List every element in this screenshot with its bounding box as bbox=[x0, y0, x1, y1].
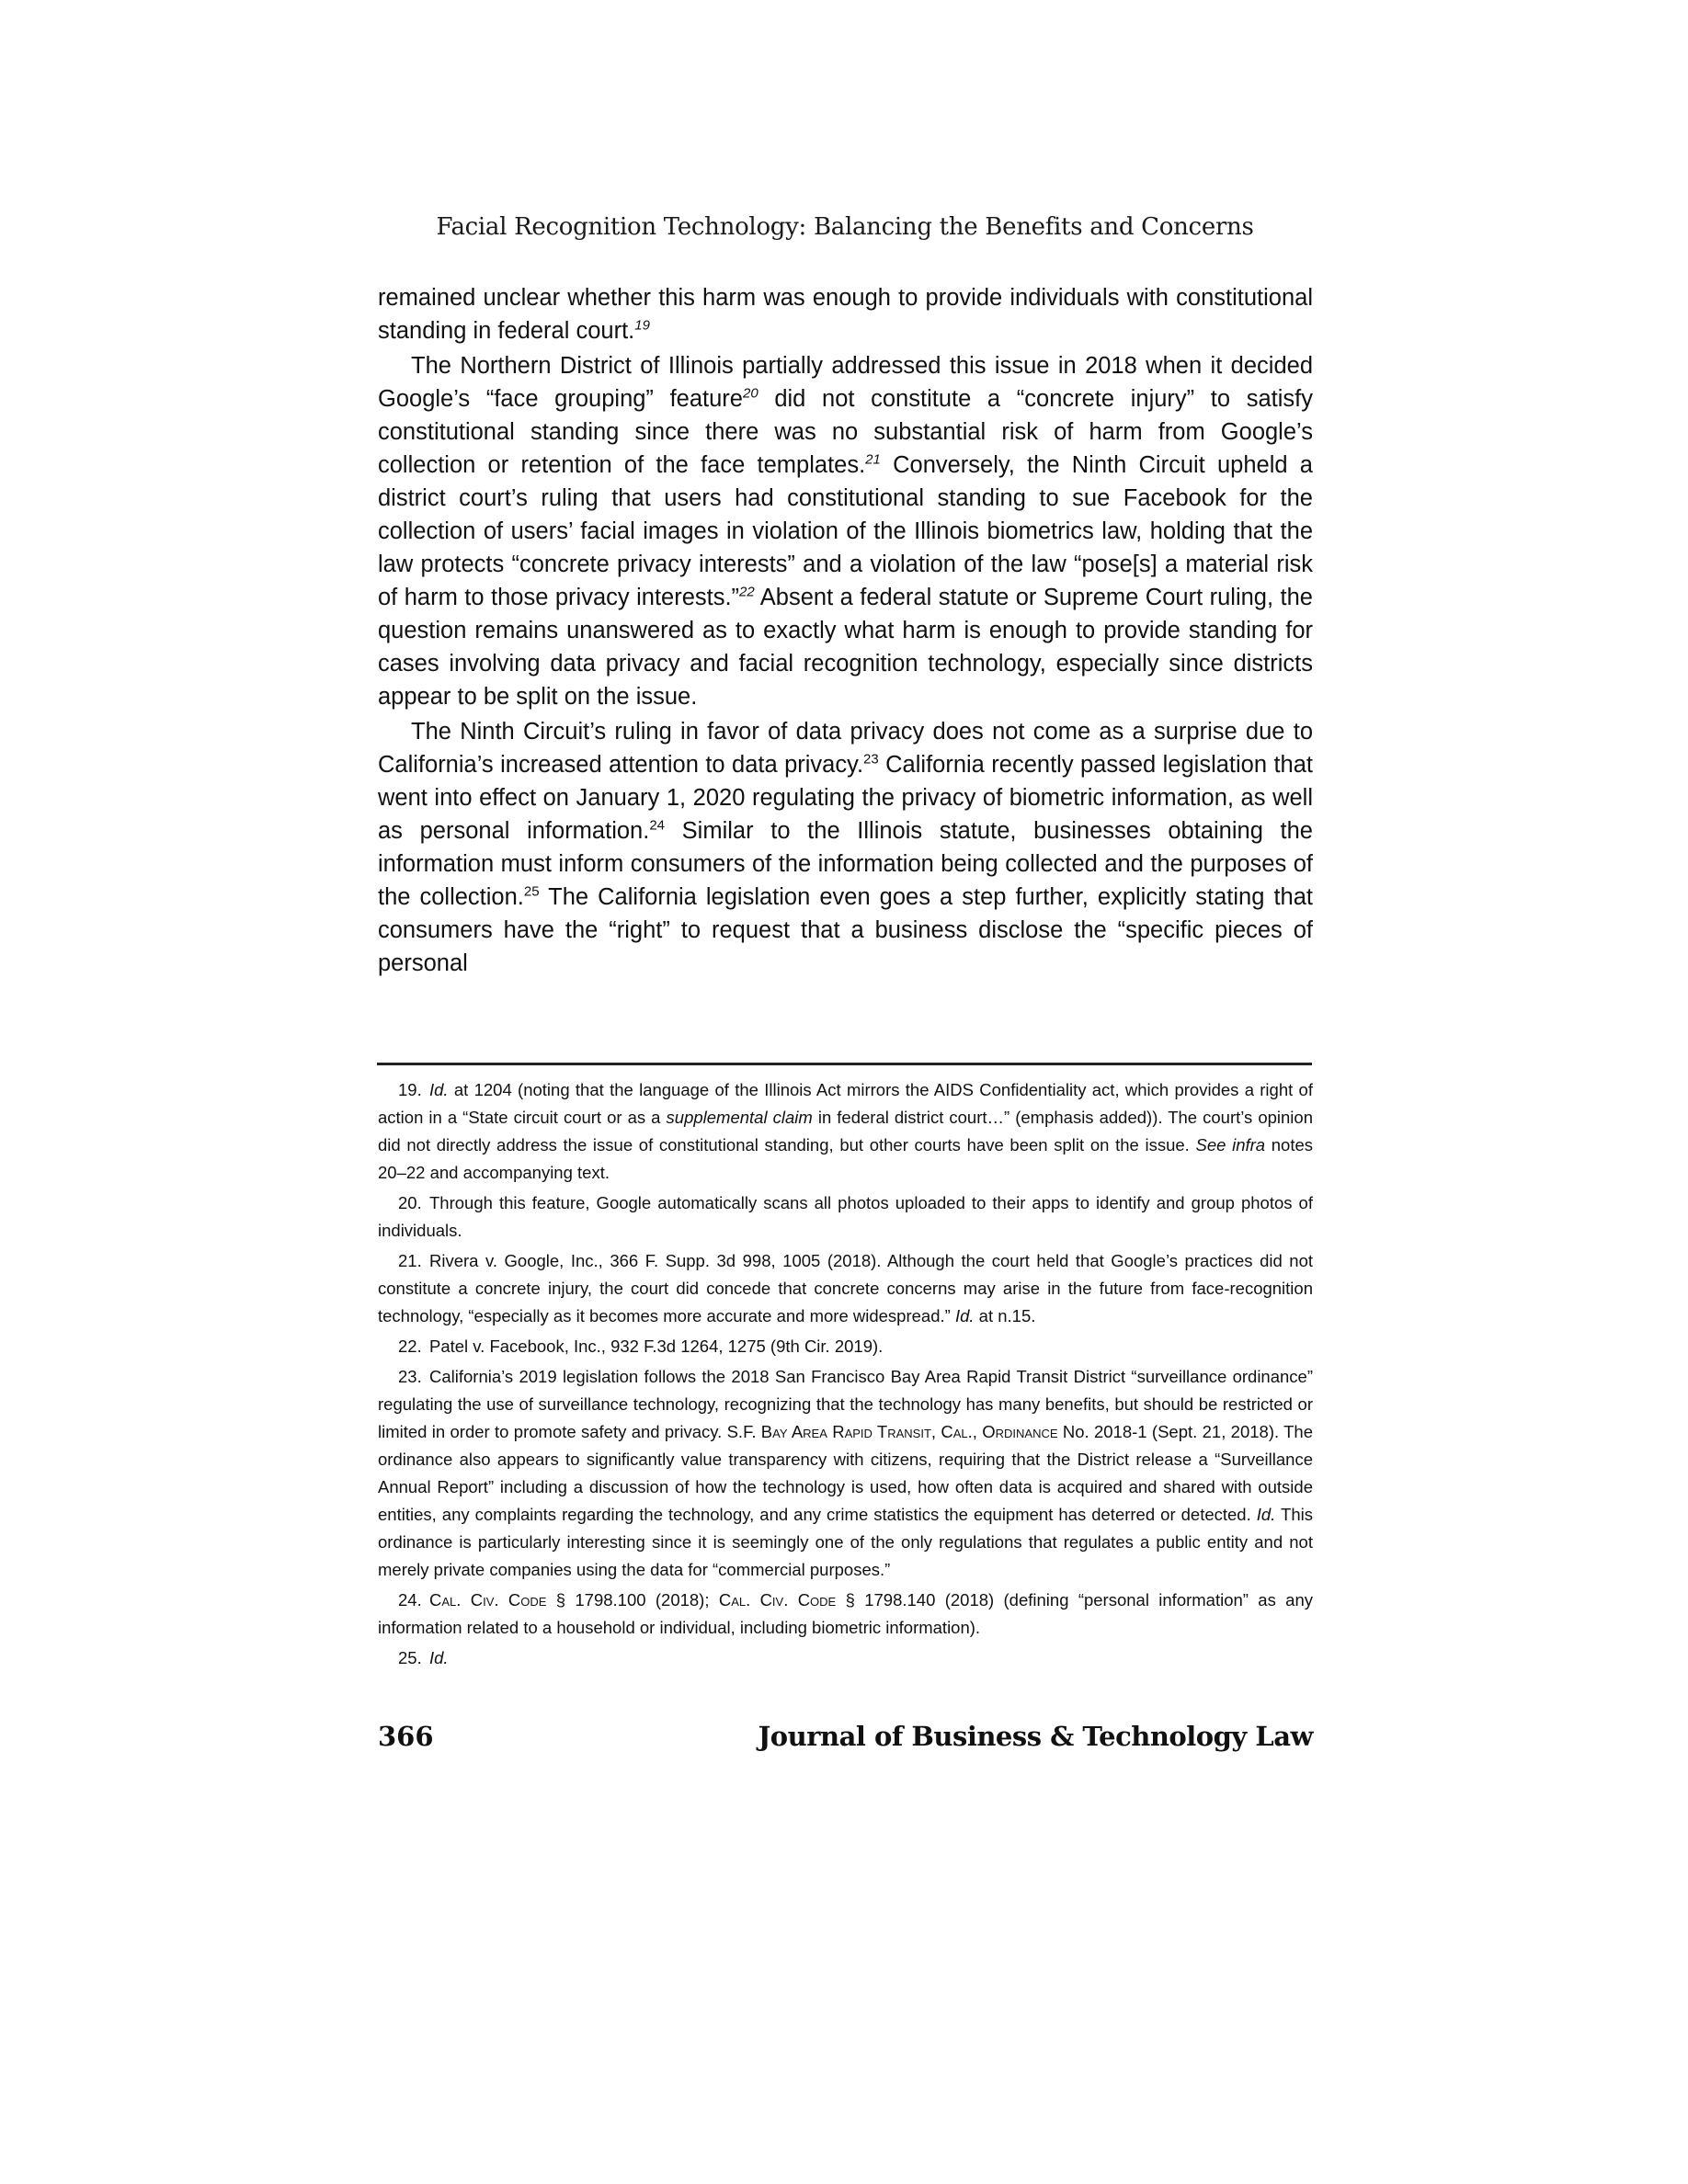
emphasis: supplemental claim bbox=[666, 1108, 813, 1127]
footnote-25 bbox=[378, 1644, 1313, 1672]
footnote-number: 24. bbox=[398, 1590, 422, 1610]
footnote-text: No. 2018-1 (Sept. 21, 2018). The ordinance also appears to significantly value transparency with citizens, requiring that the District release a “Surveillance Annual Report” including a discussion of how the technology is used, how often data is acquired and shared with outside entities, any complaints regarding the technology, and any crime statistics the equipment has deterred or detected. bbox=[378, 1422, 1313, 1524]
paragraph-text: Absent a federal statute or Supreme Court ruling, the question remains unanswered as to exactly what harm is enough to provide standing for cases involving data privacy and facial recognition technology, especially since districts appear to be split on the issue. bbox=[378, 585, 1313, 710]
citation-id: Id. bbox=[429, 1080, 449, 1099]
footnote-20 bbox=[378, 1189, 1313, 1245]
footnote-19 bbox=[378, 1076, 1313, 1187]
footnote-21 bbox=[378, 1247, 1313, 1330]
footnote-22 bbox=[378, 1333, 1313, 1360]
paragraph-text: The Northern District of Illinois partially addressed this issue in 2018 when it decided Google’s “face grouping” feature bbox=[378, 353, 1313, 412]
footnote-number: 23. bbox=[398, 1367, 422, 1386]
footnote-24 bbox=[378, 1587, 1313, 1642]
running-head: Facial Recognition Technology: Balancing the Benefits and Concerns bbox=[436, 213, 1254, 241]
small-caps-citation: Cal. Civ. Code bbox=[429, 1590, 547, 1610]
footnotes bbox=[378, 1076, 1313, 1675]
footnote-ref[interactable]: 19 bbox=[634, 317, 650, 334]
paragraph-text: remained unclear whether this harm was enough to provide individuals with constitutional standing in federal court. bbox=[378, 285, 1313, 344]
footnote-text: at 1204 (noting that the language of the Illinois Act mirrors the AIDS Confidentiality act, which provides a right of action in a “State circuit court or as a bbox=[378, 1080, 1313, 1127]
footnote-ref[interactable]: 23 bbox=[863, 751, 879, 768]
footnote-number: 25. bbox=[398, 1648, 422, 1667]
small-caps-citation: S.F. Bay Area Rapid Transit, Cal., Ordinance bbox=[726, 1422, 1058, 1441]
page-footer bbox=[378, 1721, 1313, 1757]
signal: See infra bbox=[1195, 1135, 1266, 1155]
footnote-text: Rivera v. Google, Inc., 366 F. Supp. 3d 998, 1005 (2018). Although the court held that Google’s practices did not constitute a concrete injury, the court did concede that concrete concerns may arise in the future from face-recognition technology, “especially as it becomes more accurate and more widespread.” bbox=[378, 1251, 1313, 1325]
footnote-number: 22. bbox=[398, 1337, 422, 1356]
footnote-number: 21. bbox=[398, 1251, 422, 1270]
paragraph-text: The Ninth Circuit’s ruling in favor of data privacy does not come as a surprise due to California’s increased attention to data privacy. bbox=[378, 719, 1313, 778]
footnote-text: Patel v. Facebook, Inc., 932 F.3d 1264, 1275 (9th Cir. 2019). bbox=[429, 1337, 884, 1356]
footnote-number: 20. bbox=[398, 1193, 422, 1212]
citation-id: Id. bbox=[954, 1306, 975, 1325]
citation-id: Id. bbox=[429, 1648, 449, 1667]
small-caps-citation: Cal. Civ. Code bbox=[718, 1590, 837, 1610]
footnote-ref[interactable]: 25 bbox=[523, 883, 540, 900]
footnote-ref[interactable]: 24 bbox=[649, 817, 665, 834]
paragraph-text: Similar to the Illinois statute, businesses obtaining the information must inform consumers of the information being collected and the purposes of the collection. bbox=[378, 818, 1313, 910]
footnote-separator bbox=[377, 1063, 1312, 1065]
footnote-23 bbox=[378, 1363, 1313, 1584]
footnote-text: at n.15. bbox=[974, 1306, 1036, 1325]
paragraph-text: Conversely, the Ninth Circuit upheld a district court’s ruling that users had constitutional standing to sue Facebook for the collection of users’ facial images in violation of the Illinois biometrics law, holding that the law protects “concrete privacy interests” and a violation of the law “pose[s] a material risk of harm to those privacy interests.” bbox=[378, 452, 1313, 610]
footnote-ref[interactable]: 21 bbox=[865, 451, 881, 468]
footnote-text: § 1798.140 (2018) (defining “personal information” as any information related to a household or individual, including biometric information). bbox=[378, 1590, 1313, 1637]
paragraph-text: The California legislation even goes a step further, explicitly stating that consumers have the “right” to request that a business disclose the “specific pieces of personal bbox=[378, 884, 1313, 976]
paragraph-text: California recently passed legislation that went into effect on January 1, 2020 regulating the privacy of biometric information, as well as personal information. bbox=[378, 752, 1313, 844]
paragraph bbox=[378, 281, 1313, 347]
footnote-number: 19. bbox=[398, 1080, 422, 1099]
citation-id: Id. bbox=[1256, 1505, 1276, 1524]
page-number: 366 bbox=[378, 1721, 434, 1752]
paragraph bbox=[378, 349, 1313, 713]
body-text bbox=[378, 281, 1313, 980]
footnote-ref[interactable]: 20 bbox=[742, 385, 758, 402]
footnote-ref[interactable]: 22 bbox=[739, 584, 755, 600]
journal-title: Journal of Business & Technology Law bbox=[758, 1721, 1313, 1752]
footnote-text: Through this feature, Google automatically scans all photos uploaded to their apps to identify and group photos of individuals. bbox=[378, 1193, 1313, 1240]
footnote-text: notes 20–22 and accompanying text. bbox=[378, 1135, 1314, 1182]
footnote-text: California’s 2019 legislation follows the 2018 San Francisco Bay Area Rapid Transit District “surveillance ordinance” regulating the use of surveillance technology, recognizing that the technology has many benefits, but should be restricted or limited in order to promote safety and privacy. bbox=[378, 1367, 1313, 1441]
footnote-text: in federal district court…” (emphasis added)). The court’s opinion did not directly address the issue of constitutional standing, but other courts have been split on the issue. bbox=[378, 1108, 1313, 1155]
footnote-text: This ordinance is particularly interesting since it is seemingly one of the only regulations that regulates a public entity and not merely private companies using the data for “commercial purposes.” bbox=[378, 1505, 1313, 1579]
paragraph bbox=[378, 715, 1313, 980]
paragraph-text: did not constitute a “concrete injury” to satisfy constitutional standing since there was no substantial risk of harm from Google’s collection or retention of the face templates. bbox=[378, 386, 1313, 478]
footnote-text: § 1798.100 (2018); bbox=[546, 1590, 719, 1610]
